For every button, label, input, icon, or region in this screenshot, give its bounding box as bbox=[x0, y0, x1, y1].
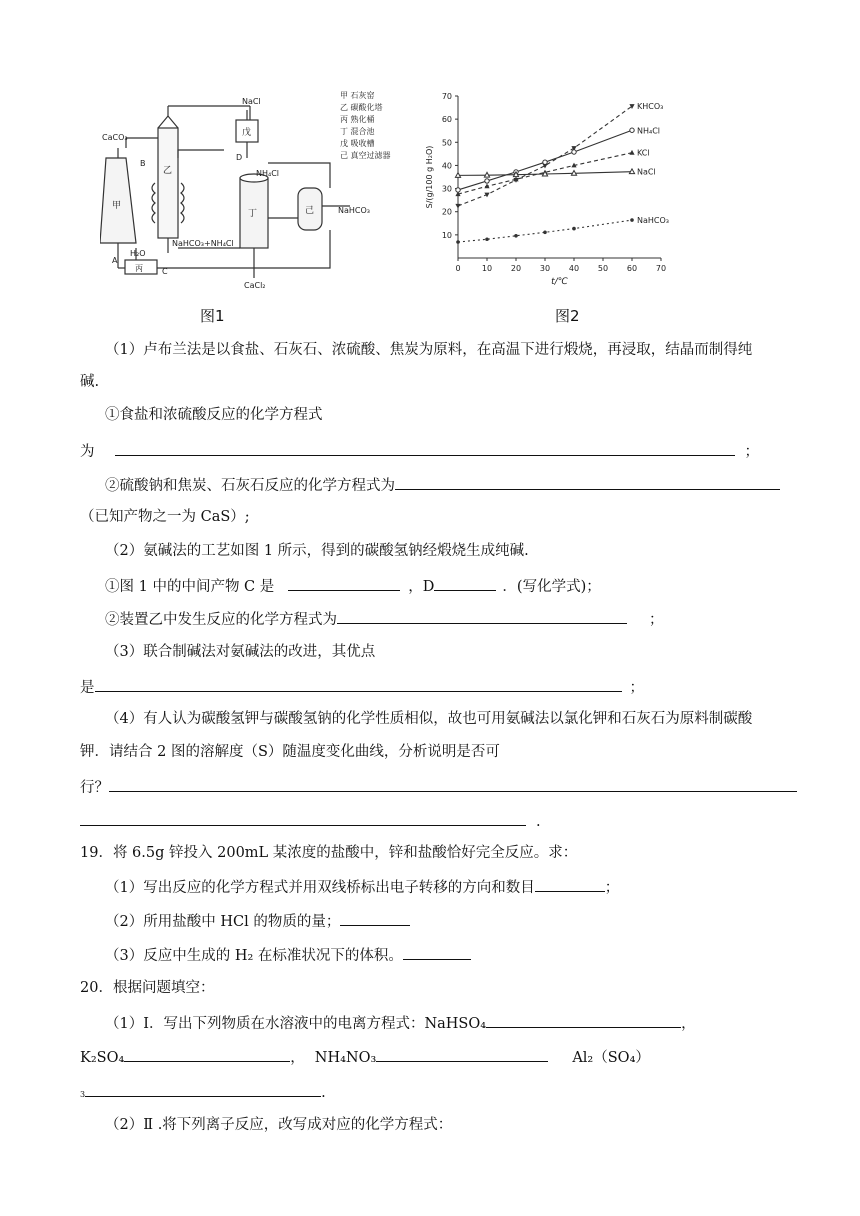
series-line-0 bbox=[458, 106, 632, 206]
label-yi: 乙 bbox=[163, 166, 173, 176]
label-wu: 戊 bbox=[242, 128, 252, 138]
x-tick-label: 60 bbox=[626, 264, 638, 273]
answer-blank-k2so4[interactable] bbox=[124, 1046, 290, 1062]
answer-blank-9[interactable] bbox=[403, 944, 471, 960]
x-tick-label: 70 bbox=[655, 264, 667, 273]
x-tick-label: 40 bbox=[568, 264, 580, 273]
label-cacl2: CaCl₂ bbox=[244, 281, 266, 290]
point bbox=[455, 204, 460, 209]
q1-part1-end: ； bbox=[744, 444, 759, 460]
p19-part3-line bbox=[105, 944, 471, 966]
point bbox=[572, 227, 576, 231]
legend-6: 己 真空过滤器 bbox=[340, 151, 391, 160]
answer-blank-6[interactable] bbox=[80, 810, 526, 826]
q2-part1-text: ①图 1 中的中间产物 C 是 bbox=[105, 579, 275, 595]
p19-part2-line bbox=[105, 910, 410, 932]
x-tick-label: 50 bbox=[597, 264, 609, 273]
point bbox=[543, 160, 547, 164]
p20-part1-text: （1）Ⅰ．写出下列物质在水溶液中的电离方程式：NaHSO₄ bbox=[105, 1016, 487, 1032]
q3-prefix: 是 bbox=[80, 680, 95, 696]
label-nacl: NaCl bbox=[242, 97, 261, 106]
y-tick-label: 30 bbox=[441, 184, 452, 194]
formula-nh4no3: NH₄NO₃ bbox=[314, 1050, 377, 1066]
answer-blank-nahso4[interactable] bbox=[486, 1012, 681, 1028]
q1-part2-note: （已知产物之一为 CaS）; bbox=[80, 509, 250, 525]
p19-part1-end: ； bbox=[604, 880, 620, 896]
q4-prefix: 行？ bbox=[80, 780, 109, 796]
q1-part1-prefix: 为 bbox=[80, 444, 95, 460]
label-B: B bbox=[140, 159, 146, 168]
q4-text-2: 钾．请结合 2 图的溶解度（S）随温度变化曲线，分析说明是否可 bbox=[80, 744, 500, 760]
y-tick-label: 60 bbox=[441, 115, 452, 125]
legend-2: 乙 碳酸化塔 bbox=[340, 103, 383, 112]
answer-blank-nh4no3[interactable] bbox=[376, 1046, 548, 1062]
series-label: NaCl bbox=[637, 167, 656, 177]
answer-blank-8[interactable] bbox=[340, 910, 410, 926]
x-tick-label: 30 bbox=[539, 264, 551, 273]
label-ji: 己 bbox=[305, 206, 315, 216]
label-h2o: H₂O bbox=[130, 249, 146, 258]
y-tick-label: 20 bbox=[441, 207, 452, 217]
q4-text-1: （4）有人认为碳酸氢钾与碳酸氢钠的化学性质相似，故也可用氨碱法以氯化钾和石灰石为原料制碳酸 bbox=[105, 711, 753, 727]
q3-text: （3）联合制碱法对氨碱法的改进，其优点 bbox=[105, 644, 376, 660]
q1-part1: ①食盐和浓硫酸反应的化学方程式 bbox=[105, 407, 323, 423]
formula-k2so4: K₂SO₄ bbox=[80, 1050, 125, 1066]
point bbox=[543, 231, 547, 235]
p19-part1-line bbox=[105, 876, 619, 898]
answer-blank-4[interactable] bbox=[95, 676, 622, 692]
point bbox=[629, 104, 634, 109]
point bbox=[484, 172, 489, 177]
label-C: C bbox=[162, 267, 168, 276]
label-mix: NaHCO₃+NH₄Cl bbox=[172, 239, 234, 248]
point bbox=[514, 234, 518, 238]
p20-formulas-line bbox=[80, 1046, 650, 1068]
answer-blank-5[interactable] bbox=[109, 776, 797, 792]
label-nahco3-out: NaHCO₃ bbox=[338, 206, 370, 215]
p19-part3-text: （3）反应中生成的 H₂ 在标准状况下的体积。 bbox=[105, 948, 403, 964]
q3-end: ； bbox=[629, 680, 644, 696]
period: . bbox=[321, 1085, 326, 1101]
label-caco3: CaCO₃ bbox=[102, 133, 128, 142]
point bbox=[630, 128, 634, 132]
answer-blank-al2so4[interactable] bbox=[85, 1081, 321, 1097]
legend-4: 丁 混合池 bbox=[340, 127, 375, 136]
answer-blank-2[interactable] bbox=[395, 474, 780, 490]
point bbox=[456, 240, 460, 244]
series-label: NH₄Cl bbox=[637, 126, 661, 136]
q1-intro-cont: 碱. bbox=[80, 374, 100, 390]
y-tick-label: 10 bbox=[441, 230, 452, 240]
q2-part2-line bbox=[105, 608, 664, 630]
q2-part1-line bbox=[105, 575, 601, 597]
legend-3: 丙 熟化桶 bbox=[340, 115, 375, 124]
figure1-diagram bbox=[100, 88, 420, 298]
q1-intro: （1）卢布兰法是以食盐、石灰石、浓硫酸、焦炭为原料，在高温下进行煅烧，再浸取，结晶而制得纯 bbox=[105, 342, 753, 358]
y-tick-label: 40 bbox=[441, 161, 452, 171]
label-D: D bbox=[236, 153, 243, 162]
q1-part2-text: ②硫酸钠和焦炭、石灰石反应的化学方程式为 bbox=[105, 478, 395, 494]
p20-part2: （2）Ⅱ .将下列离子反应，改写成对应的化学方程式： bbox=[105, 1117, 453, 1133]
point bbox=[572, 150, 576, 154]
q4-answer-line-2 bbox=[80, 810, 541, 832]
problem-19: 19．将 6.5g 锌投入 200mL 某浓度的盐酸中，锌和盐酸恰好完全反应。求： bbox=[80, 845, 578, 861]
answer-blank-7[interactable] bbox=[535, 876, 605, 892]
series-label: KHCO₃ bbox=[637, 102, 664, 112]
q4-end: . bbox=[536, 814, 541, 830]
q4-answer-line bbox=[80, 776, 797, 798]
subscript-3: 3 bbox=[80, 1090, 86, 1099]
label-bing: 丙 bbox=[135, 264, 143, 273]
problem-20: 20．根据问题填空： bbox=[80, 980, 215, 996]
y-axis-label: S/(g/100 g H₂O) bbox=[425, 145, 434, 209]
answer-blank-C[interactable] bbox=[288, 575, 400, 591]
x-axis-label: t/℃ bbox=[551, 277, 568, 287]
p20-al-line bbox=[80, 1081, 326, 1105]
y-tick-label: 70 bbox=[441, 92, 452, 101]
comma-1: ， bbox=[290, 1050, 305, 1066]
formula-al2so4: Al₂（SO₄） bbox=[572, 1050, 650, 1066]
q1-part1-answer-line bbox=[80, 440, 759, 462]
legend-1: 甲 石灰窑 bbox=[340, 91, 375, 100]
x-tick-label: 0 bbox=[455, 264, 461, 273]
answer-blank-D[interactable] bbox=[434, 575, 496, 591]
point bbox=[629, 150, 634, 155]
x-tick-label: 20 bbox=[510, 264, 522, 273]
point bbox=[485, 179, 489, 183]
x-tick-label: 10 bbox=[481, 264, 493, 273]
point bbox=[630, 218, 634, 222]
point bbox=[629, 169, 634, 174]
answer-blank-1[interactable] bbox=[115, 440, 735, 456]
q2-intro: （2）氨碱法的工艺如图 1 所示，得到的碳酸氢钠经煅烧生成纯碱. bbox=[105, 543, 529, 559]
q2-part2-text: ②装置乙中发生反应的化学方程式为 bbox=[105, 612, 337, 628]
series-label: KCl bbox=[637, 148, 650, 158]
p19-part2-text: （2）所用盐酸中 HCl 的物质的量； bbox=[105, 914, 341, 930]
p19-part1-text: （1）写出反应的化学方程式并用双线桥标出电子转移的方向和数目 bbox=[105, 880, 535, 896]
label-A: A bbox=[112, 256, 118, 265]
figure1-caption: 图1 bbox=[200, 307, 225, 325]
p20-part1-end: ， bbox=[681, 1016, 696, 1032]
y-tick-label: 50 bbox=[441, 138, 452, 148]
point bbox=[485, 237, 489, 241]
answer-blank-3[interactable] bbox=[337, 608, 627, 624]
q1-part2-line bbox=[105, 474, 780, 496]
label-nh4cl: NH₄Cl bbox=[256, 169, 280, 178]
q2-part2-end: ； bbox=[649, 612, 664, 628]
q2-part1-d: ，D bbox=[408, 579, 435, 595]
series-label: NaHCO₃ bbox=[637, 216, 669, 226]
legend-5: 戊 吸收槽 bbox=[340, 139, 375, 148]
q2-part1-end: ．(写化学式)； bbox=[502, 579, 601, 595]
p20-part1-line bbox=[105, 1012, 696, 1034]
q3-answer-line bbox=[80, 676, 644, 698]
solubility-chart bbox=[418, 88, 688, 298]
label-jia: 甲 bbox=[112, 201, 122, 211]
label-ding: 丁 bbox=[248, 209, 258, 219]
point bbox=[571, 170, 576, 175]
figure2-caption: 图2 bbox=[555, 307, 580, 325]
point bbox=[455, 173, 460, 178]
